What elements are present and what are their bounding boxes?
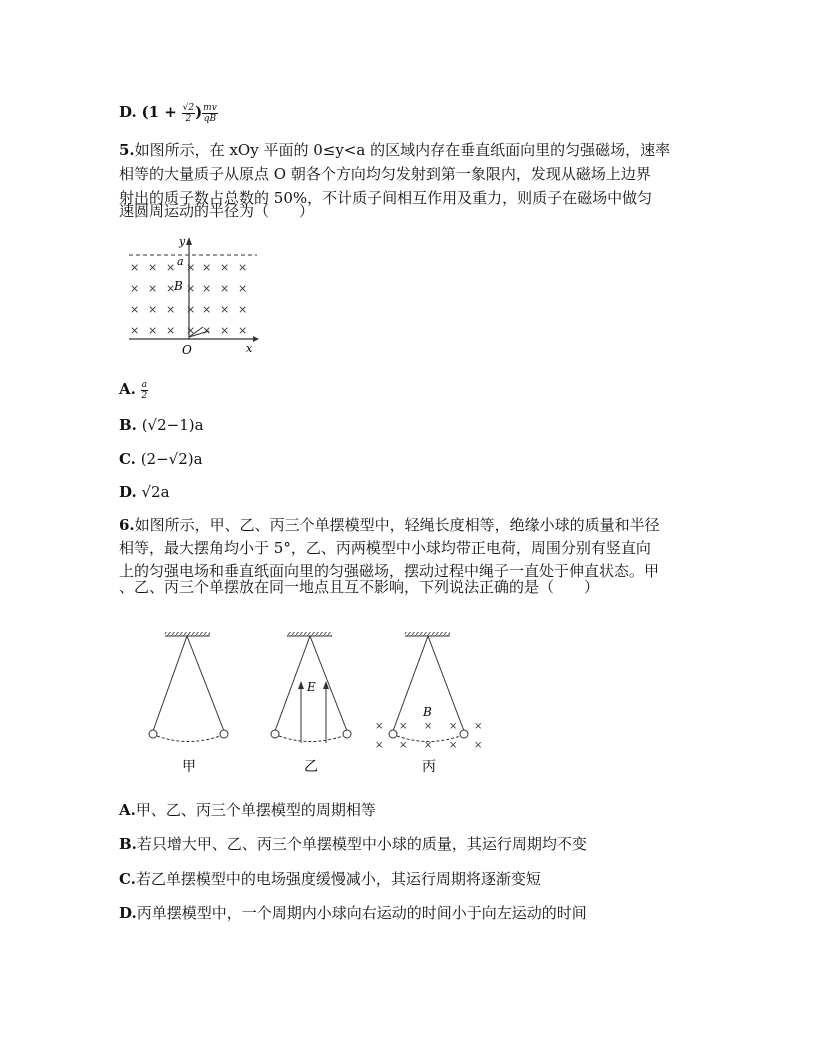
field-cross-mark: × — [220, 303, 230, 316]
option-label: D. — [119, 483, 137, 501]
q6-pendulum-figure — [140, 625, 500, 780]
B-label: B — [423, 705, 432, 719]
option-label: B. — [119, 416, 137, 434]
field-cross-mark: × — [186, 303, 196, 316]
field-cross-mark: × — [186, 261, 196, 274]
q5-option-a[interactable] — [119, 377, 148, 401]
field-cross-mark: × — [449, 721, 458, 732]
field-cross-mark: × — [220, 282, 230, 295]
option-text: 丙单摆模型中，一个周期内小球向右运动的时间小于向左运动的时间 — [136, 904, 587, 922]
option-expr-mid: ) — [195, 103, 203, 121]
field-cross-mark: × — [202, 282, 212, 295]
q5-line-2: 相等的大量质子从原点 O 朝各个方向均匀发射到第一象限内，发现从磁场上边界 — [119, 165, 651, 183]
field-cross-mark: × — [166, 261, 176, 274]
field-cross-mark: × — [202, 303, 212, 316]
q5-option-c[interactable] — [119, 447, 203, 471]
field-cross-mark: × — [148, 324, 158, 337]
field-cross-mark: × — [238, 324, 248, 337]
field-cross-mark: × — [238, 261, 248, 274]
q5-option-b[interactable] — [119, 413, 204, 437]
q6-line-2: 相等，最大摆角均小于 5°，乙、丙两模型中小球均带正电荷，周围分别有竖直向 — [119, 539, 651, 557]
field-cross-mark: × — [202, 324, 212, 337]
E-label: E — [307, 680, 316, 694]
field-cross-mark: × — [166, 282, 176, 295]
field-cross-mark: × — [375, 721, 384, 732]
field-cross-mark: × — [148, 303, 158, 316]
label-jia: 甲 — [182, 759, 196, 775]
ball — [271, 730, 279, 738]
q6-option-a[interactable] — [119, 798, 376, 822]
field-cross-mark: × — [474, 740, 483, 751]
q5-line-1: 5.如图所示，在 xOy 平面的 0≤y<a 的区域内存在垂直纸面向里的匀强磁场，速率 — [119, 141, 671, 159]
field-cross-mark: × — [130, 282, 140, 295]
field-cross-mark: × — [375, 740, 384, 751]
field-cross-mark: × — [202, 261, 212, 274]
q5-magnetic-field-figure — [125, 233, 265, 358]
y-axis-arrow — [186, 237, 192, 245]
field-cross-mark: × — [186, 324, 196, 337]
x-axis-arrow — [253, 336, 259, 342]
q5-line-3: 射出的质子数占总数的 50%，不计质子间相互作用及重力，则质子在磁场中做匀 — [119, 189, 653, 207]
field-cross-mark: × — [130, 324, 140, 337]
field-cross-mark: × — [238, 303, 248, 316]
pendulum-jia — [149, 632, 228, 775]
field-cross-mark: × — [166, 303, 176, 316]
origin-label: O — [182, 343, 192, 357]
field-cross-mark: × — [148, 261, 158, 274]
ball — [149, 730, 157, 738]
field-cross-mark: × — [238, 282, 248, 295]
label-yi: 乙 — [304, 759, 318, 775]
option-label: B. — [119, 835, 137, 853]
pendulum-bing — [375, 632, 482, 775]
label-bing: 丙 — [422, 759, 436, 775]
field-cross-mark: × — [449, 740, 458, 751]
q6-line-4: 、乙、丙三个单摆放在同一地点且互不影响，下列说法正确的是（ ） — [119, 578, 600, 596]
field-cross-mark: × — [424, 721, 433, 732]
ball — [220, 730, 228, 738]
q6-line-1: 6.如图所示，甲、乙、丙三个单摆模型中，轻绳长度相等，绝缘小球的质量和半径 — [119, 516, 660, 534]
ball — [460, 730, 468, 738]
field-cross-mark: × — [166, 324, 176, 337]
option-label: A. — [119, 380, 136, 398]
field-cross-mark: × — [424, 740, 433, 751]
option-label: D. — [119, 103, 137, 121]
field-cross-mark: × — [130, 303, 140, 316]
option-text: (√2−1)a — [141, 416, 204, 434]
option-expr-prefix: (1 + — [141, 103, 177, 121]
q6-line-3: 上的匀强电场和垂直纸面向里的匀强磁场，摆动过程中绳子一直处于伸直状态。甲 — [119, 562, 660, 580]
q6-option-c[interactable] — [119, 867, 541, 891]
option-label: D. — [119, 904, 137, 922]
option-text: 若只增大甲、乙、丙三个单摆模型中小球的质量，其运行周期均不变 — [136, 835, 587, 853]
option-text: √2a — [141, 483, 170, 501]
option-label: A. — [119, 801, 136, 819]
a-label: a — [177, 255, 184, 268]
field-cross-mark: × — [186, 282, 196, 295]
option-fraction-2: $\frac{mv}{qB}$ — [203, 102, 217, 124]
prev-option-d[interactable] — [119, 100, 218, 124]
field-cross-mark: × — [130, 261, 140, 274]
field-cross-mark: × — [148, 282, 158, 295]
pendulum-yi — [271, 632, 351, 775]
option-text: 若乙单摆模型中的电场强度缓慢减小，其运行周期将逐渐变短 — [135, 870, 541, 888]
field-cross-mark: × — [220, 324, 230, 337]
q5-line-4: 速圆周运动的半径为（ ） — [119, 202, 315, 220]
q6-option-b[interactable] — [119, 832, 587, 856]
q5-option-d[interactable] — [119, 480, 170, 504]
option-label: C. — [119, 450, 136, 468]
field-cross-mark: × — [474, 721, 483, 732]
field-cross-mark: × — [399, 740, 408, 751]
y-axis-label: y — [179, 235, 186, 248]
B-label: B — [174, 279, 183, 293]
option-text: (2−√2)a — [140, 450, 203, 468]
ball — [389, 730, 397, 738]
x-axis-label: x — [246, 342, 253, 355]
option-label: C. — [119, 870, 136, 888]
q6-option-d[interactable] — [119, 901, 587, 925]
option-fraction: $\frac{a}{2}$ — [141, 379, 148, 401]
field-cross-mark: × — [399, 721, 408, 732]
option-text: 甲、乙、丙三个单摆模型的周期相等 — [135, 801, 376, 819]
option-fraction: $\frac{√2}{2}$ — [182, 102, 195, 124]
field-cross-mark: × — [220, 261, 230, 274]
ball — [343, 730, 351, 738]
